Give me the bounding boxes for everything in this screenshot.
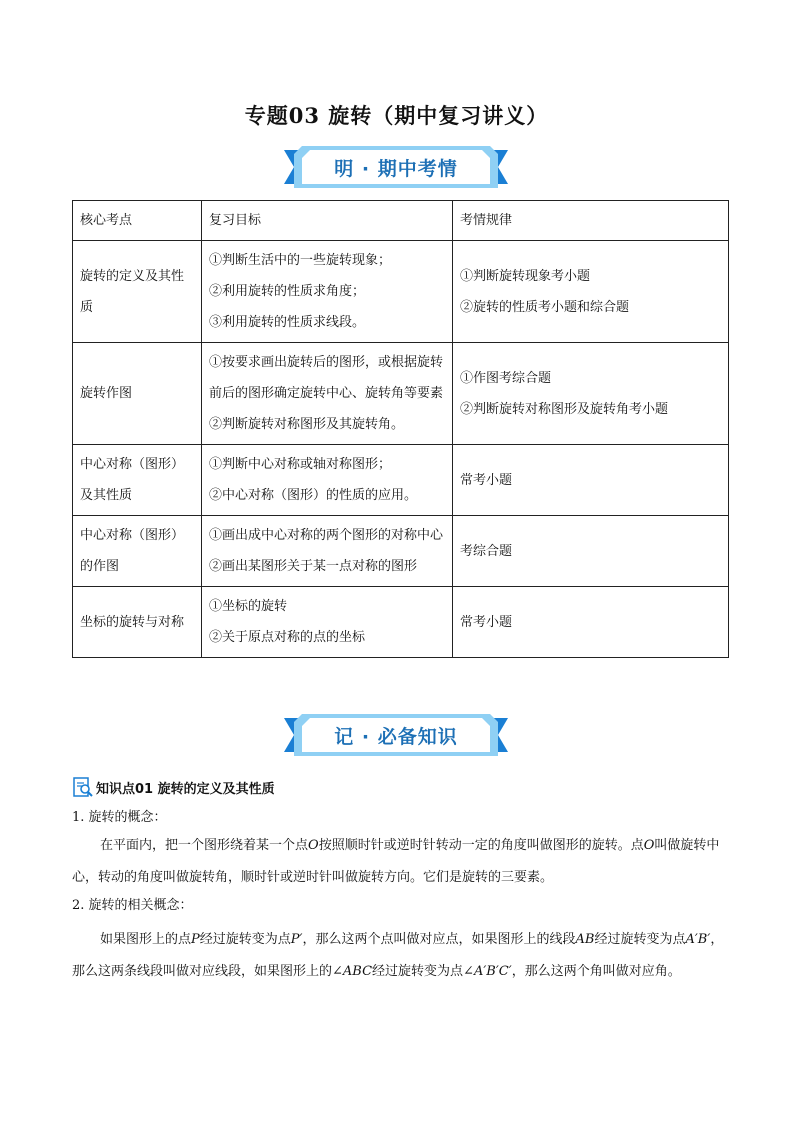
angle-abc: ABC [342,964,373,979]
point-o: O [643,838,655,853]
knowledge-heading-text: 知识点01 旋转的定义及其性质 [96,781,275,797]
header-core-point: 核心考点 [73,201,202,241]
cell-text: 中心对称（图形）的作图 [80,528,185,574]
goal-line: ①判断中心对称或轴对称图形； [209,457,392,472]
header-exam-pattern: 考情规律 [453,201,729,241]
goal-line: ①坐标的旋转 [209,599,288,614]
pattern-line: ①判断旋转现象考小题 [460,268,591,284]
item1-paragraph [72,830,729,894]
text-run: 叫做旋转中心，转动的角度叫做旋转角，顺时针或逆时针叫做旋转方向。它们是旋转的三要素。 [72,838,720,885]
text-run: 如果图形上的点 [100,932,192,947]
goal-cell [202,516,453,587]
pattern-line: ①作图考综合题 [460,370,552,386]
item2-title: 2. 旋转的相关概念： [72,898,193,913]
core-point-cell [73,241,202,343]
exam-overview-table [72,200,729,658]
goal-cell [202,445,453,516]
segment-ab-prime: A′B′ [685,932,711,947]
page-title: 专题03 旋转（期中复习讲义） [244,103,549,128]
banner-title: 明 · 期中考情 [334,158,458,180]
pattern-line: ②旋转的性质考小题和综合题 [460,299,630,315]
table-row [73,445,729,516]
text-run: 经过旋转变为点∠ [372,964,474,979]
cell-text: 旋转的定义及其性质 [80,268,185,315]
pattern-cell [453,445,729,516]
point-p: P [191,932,200,947]
cell-text: 旋转作图 [80,386,133,401]
goal-line: ②利用旋转的性质求角度； [209,284,366,299]
goal-line: ②关于原点对称的点的坐标 [209,630,366,645]
pattern-cell [453,516,729,587]
goal-line: ①判断生活中的一些旋转现象； [209,253,392,268]
text-run: 在平面内，把一个图形绕着某一个点 [100,838,309,853]
goal-cell [202,587,453,658]
pattern-cell [453,343,729,445]
table-row [73,241,729,343]
table-row [73,587,729,658]
goal-line: ①画出成中心对称的两个图形的对称中心 [209,528,444,543]
point-o: O [308,838,319,853]
cell-text: 坐标的旋转与对称 [80,614,185,630]
goal-line: ②中心对称（图形）的性质的应用。 [209,488,418,503]
text-run: 按照顺时针或逆时针转动一定的角度叫做图形的旋转。点 [318,838,644,853]
goal-line: ③利用旋转的性质求线段。 [209,315,366,330]
pattern-cell [453,587,729,658]
text-run: ，那么这两个点叫做对应点，如果图形上的线段 [302,932,576,947]
text-run: ，那么这两个角叫做对应角。 [511,964,681,979]
pattern-line: 常考小题 [460,472,513,488]
goal-line: ②画出某图形关于某一点对称的图形 [209,559,418,574]
cell-text: 中心对称（图形）及其性质 [80,457,185,503]
core-point-cell [73,445,202,516]
knowledge-heading [72,776,275,798]
pattern-line: 常考小题 [460,614,513,630]
core-point-cell [73,587,202,658]
table-row [73,516,729,587]
search-document-icon [72,776,94,798]
text-run: 经过旋转变为点 [199,932,291,947]
segment-ab: AB [575,932,595,947]
goal-line: ②判断旋转对称图形及其旋转角。 [209,417,405,432]
banner-title: 记 · 必备知识 [334,726,458,748]
header-review-goal: 复习目标 [202,201,453,241]
goal-cell [202,343,453,445]
goal-cell [202,241,453,343]
section-banner-knowledge [284,714,508,756]
pattern-line: ②判断旋转对称图形及旋转角考小题 [460,401,669,417]
pattern-line: 考综合题 [460,543,513,559]
item2-paragraph [72,924,729,988]
item1-title: 1. 旋转的概念： [72,810,167,825]
goal-line: ①按要求画出旋转后的图形，或根据旋转前后的图形确定旋转中心、旋转角等要素 [209,355,444,401]
table-header-row [73,201,729,241]
text-run: ，那么这两条线段叫做对应线段，如果图形上的∠ [72,932,724,979]
text-run: 经过旋转变为点 [594,932,686,947]
core-point-cell [73,516,202,587]
core-point-cell [73,343,202,445]
pattern-cell [453,241,729,343]
table-row [73,343,729,445]
point-p-prime: P′ [290,932,303,947]
section-banner-exam [284,146,508,188]
angle-abc-prime: A′B′C′ [473,964,512,979]
